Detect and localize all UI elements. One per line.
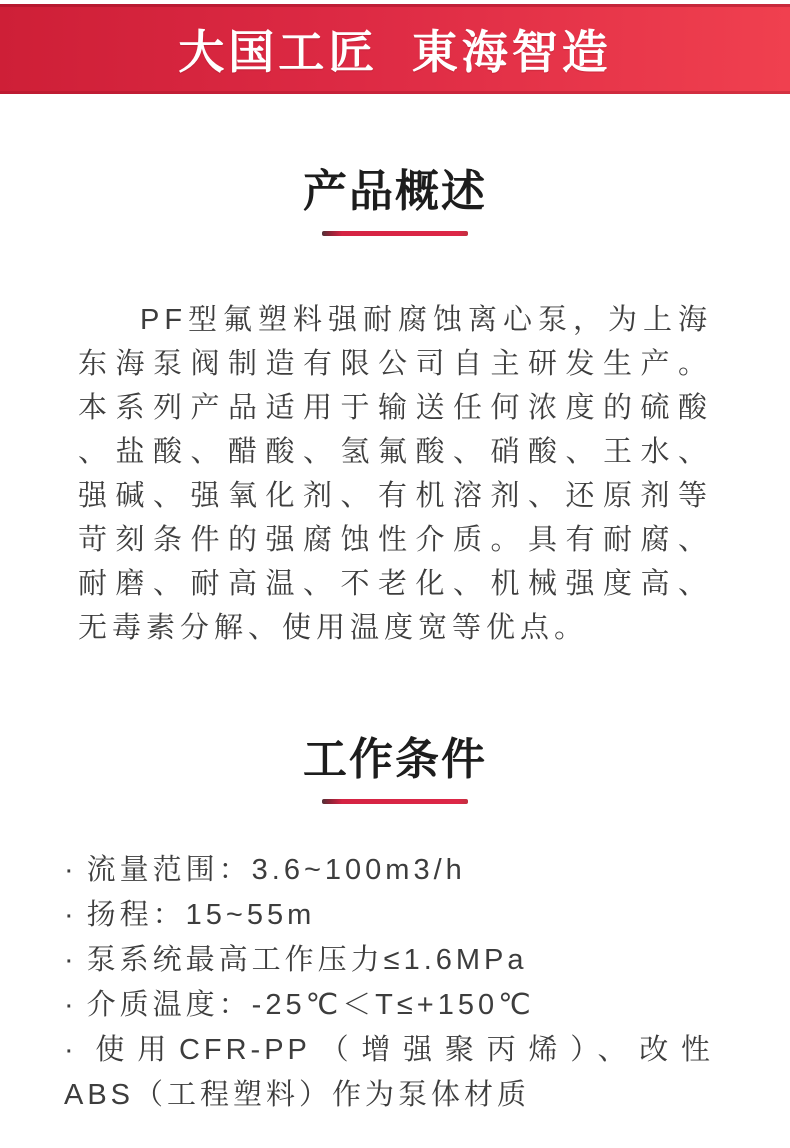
brand-banner bbox=[0, 4, 790, 94]
bullet-icon: · bbox=[64, 989, 74, 1021]
paragraph-line: 本系列产品适用于输送任何浓度的硫酸 bbox=[78, 392, 712, 424]
heading-underline bbox=[322, 799, 468, 804]
paragraph-line: 强碱、强氧化剂、有机溶剂、还原剂等 bbox=[78, 480, 712, 512]
section-product-overview bbox=[0, 164, 790, 650]
paragraph-line: 苛刻条件的强腐蚀性介质。具有耐腐、 bbox=[78, 524, 712, 556]
condition-text: 使用CFR-PP（增强聚丙烯）、改性 bbox=[86, 1034, 714, 1066]
product-detail-page bbox=[0, 4, 790, 1148]
condition-item-flow-range bbox=[64, 848, 714, 893]
condition-text: 扬程：15~55m bbox=[86, 899, 316, 931]
condition-item-medium-temperature bbox=[64, 983, 714, 1028]
paragraph-line: PF型氟塑料强耐腐蚀离心泵，为上海 bbox=[140, 304, 712, 336]
conditions-list bbox=[64, 848, 714, 1118]
overview-paragraph bbox=[78, 298, 712, 650]
condition-text: 流量范围：3.6~100m3/h bbox=[86, 854, 466, 886]
paragraph-line: 无毒素分解、使用温度宽等优点。 bbox=[78, 612, 589, 644]
paragraph-line: 耐磨、耐高温、不老化、机械强度高、 bbox=[78, 568, 712, 600]
condition-item-pump-material-wrap bbox=[64, 1073, 714, 1118]
bullet-icon: · bbox=[64, 944, 74, 976]
overview-heading: 产品概述 bbox=[303, 167, 487, 216]
bullet-icon: · bbox=[64, 899, 74, 931]
condition-text: 介质温度：-25℃＜T≤+150℃ bbox=[86, 989, 535, 1021]
bullet-icon: · bbox=[64, 1034, 74, 1066]
section-working-conditions bbox=[0, 732, 790, 1118]
heading-underline bbox=[322, 231, 468, 236]
condition-item-pump-material bbox=[64, 1028, 714, 1073]
conditions-heading: 工作条件 bbox=[303, 735, 487, 784]
condition-text: ABS（工程塑料）作为泵体材质 bbox=[64, 1079, 531, 1111]
condition-text: 泵系统最高工作压力≤1.6MPa bbox=[86, 944, 528, 976]
condition-item-head bbox=[64, 893, 714, 938]
condition-item-max-pressure bbox=[64, 938, 714, 983]
paragraph-line: 东海泵阀制造有限公司自主研发生产。 bbox=[78, 348, 712, 380]
bullet-icon: · bbox=[64, 854, 74, 886]
banner-title: 大国工匠 東海智造 bbox=[178, 26, 612, 78]
paragraph-line: 、盐酸、醋酸、氢氟酸、硝酸、王水、 bbox=[78, 436, 712, 468]
